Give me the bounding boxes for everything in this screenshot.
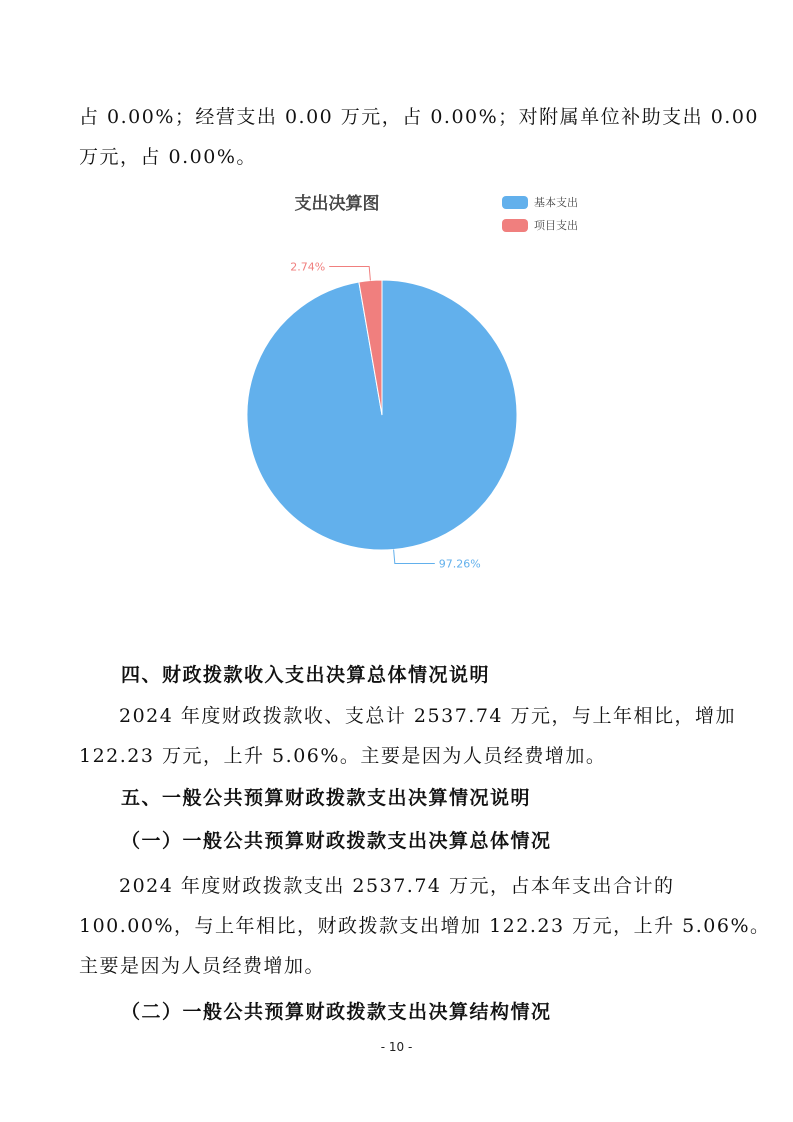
section-5-sub-1-line-1: 2024 年度财政拨款支出 2537.74 万元，占本年支出合计的: [119, 875, 675, 897]
data-label-project: 2.74%: [290, 260, 326, 274]
leader-line-project: [329, 267, 370, 281]
section-5-sub-1-heading: （一）一般公共预算财政拨款支出决算总体情况: [121, 830, 552, 852]
legend-swatch-project: [502, 219, 528, 232]
leader-line-basic: [394, 550, 435, 564]
chart-title: 支出决算图: [294, 194, 380, 214]
legend-label-basic: 基本支出: [534, 196, 578, 209]
legend-label-project: 项目支出: [534, 219, 578, 232]
section-4-heading: 四、财政拨款收入支出决算总体情况说明: [121, 664, 491, 686]
intro-line-2: 万元，占 0.00%。: [79, 146, 257, 168]
section-5-heading: 五、一般公共预算财政拨款支出决算情况说明: [121, 787, 532, 809]
intro-line-1: 占 0.00%；经营支出 0.00 万元，占 0.00%；对附属单位补助支出 0.00: [79, 106, 760, 128]
page-number: - 10 -: [380, 1040, 413, 1054]
section-5-sub-1-line-2: 100.00%，与上年相比，财政拨款支出增加 122.23 万元，上升 5.06%。: [79, 915, 771, 937]
legend-swatch-basic: [502, 196, 528, 209]
section-4-line-2: 122.23 万元，上升 5.06%。主要是因为人员经费增加。: [79, 745, 607, 767]
section-5-sub-1-line-3: 主要是因为人员经费增加。: [79, 955, 326, 977]
section-5-sub-2-heading: （二）一般公共预算财政拨款支出决算结构情况: [121, 1001, 552, 1023]
section-4-line-1: 2024 年度财政拨款收、支总计 2537.74 万元，与上年相比，增加: [119, 705, 737, 727]
data-label-basic: 97.26%: [438, 557, 481, 571]
expenditure-pie-chart: [230, 185, 610, 585]
